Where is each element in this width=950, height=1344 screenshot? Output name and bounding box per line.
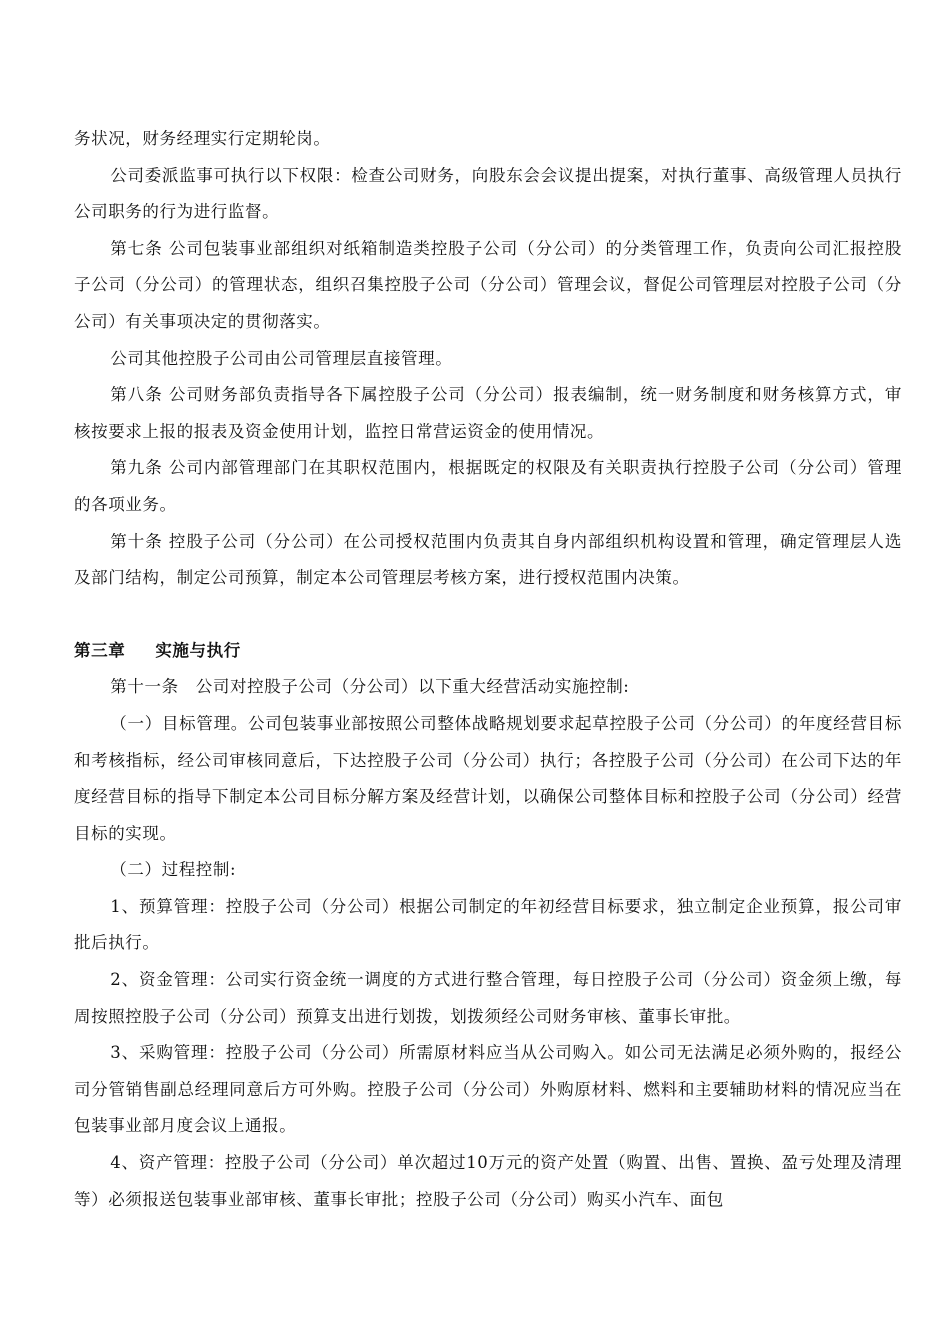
chapter-number: 第三章 [74,640,126,660]
paragraph-procurement-management: 3、采购管理：控股子公司（分公司）所需原材料应当从公司购入。如公司无法满足必须外购的，报经公司分管销售副总经理同意后方可外购。控股子公司（分公司）外购原材料、燃料和主要辅助材料的情况应当在包装事业部月度会议上通报。 [74,1043,902,1136]
paragraph-continuation: 务状况，财务经理实行定期轮岗。 [74,129,331,148]
paragraph-article-9: 第九条 公司内部管理部门在其职权范围内，根据既定的权限及有关职责执行控股子公司（分公司）管理的各项业务。 [74,458,902,514]
paragraph-asset-management: 4、资产管理：控股子公司（分公司）单次超过10万元的资产处置（购置、出售、置换、盈亏处理及清理等）必须报送包装事业部审核、董事长审批；控股子公司（分公司）购买小汽车、面包 [74,1153,902,1209]
paragraph-other-subsidiaries: 公司其他控股子公司由公司管理层直接管理。 [110,348,453,368]
paragraph-budget-management: 1、预算管理：控股子公司（分公司）根据公司制定的年初经营目标要求，独立制定企业预算，报公司审批后执行。 [74,896,902,953]
section-gap [74,597,902,633]
chapter-title: 实施与执行 [155,640,241,660]
paragraph-article-11: 第十一条 公司对控股子公司（分公司）以下重大经营活动实施控制: [110,677,630,697]
paragraph-article-10: 第十条 控股子公司（分公司）在公司授权范围内负责其自身内部组织机构设置和管理，确定管理层人选及部门结构，制定公司预算，制定本公司管理层考核方案，进行授权范围内决策。 [74,531,902,588]
paragraph-fund-management: 2、资金管理：公司实行资金统一调度的方式进行整合管理，每日控股子公司（分公司）资金须上缴，每周按照控股子公司（分公司）预算支出进行划拨，划拨须经公司财务审核、董事长审批。 [74,970,902,1026]
paragraph-process-control: （二）过程控制: [110,860,237,880]
paragraph-supervisor-powers: 公司委派监事可执行以下权限：检查公司财务，向股东会会议提出提案，对执行董事、高级管理人员执行公司职务的行为进行监督。 [74,165,902,222]
paragraph-target-management: （一）目标管理。公司包装事业部按照公司整体战略规划要求起草控股子公司（分公司）的年度经营目标和考核指标，经公司审核同意后，下达控股子公司（分公司）执行；各控股子公司（分公司）在公司下达的年度经营目标的指导下制定本公司目标分解方案及经营计划，以确保公司整体目标和控股子公司（分公司）经营目标的实现。 [74,713,902,843]
chapter-heading [74,633,902,670]
paragraph-article-8: 第八条 公司财务部负责指导各下属控股子公司（分公司）报表编制，统一财务制度和财务核算方式，审核按要求上报的报表及资金使用计划，监控日常营运资金的使用情况。 [74,385,902,441]
paragraph-article-7: 第七条 公司包装事业部组织对纸箱制造类控股子公司（分公司）的分类管理工作，负责向公司汇报控股子公司（分公司）的管理状态，组织召集控股子公司（分公司）管理会议，督促公司管理层对控股子公司（分公司）有关事项决定的贯彻落实。 [74,238,902,331]
